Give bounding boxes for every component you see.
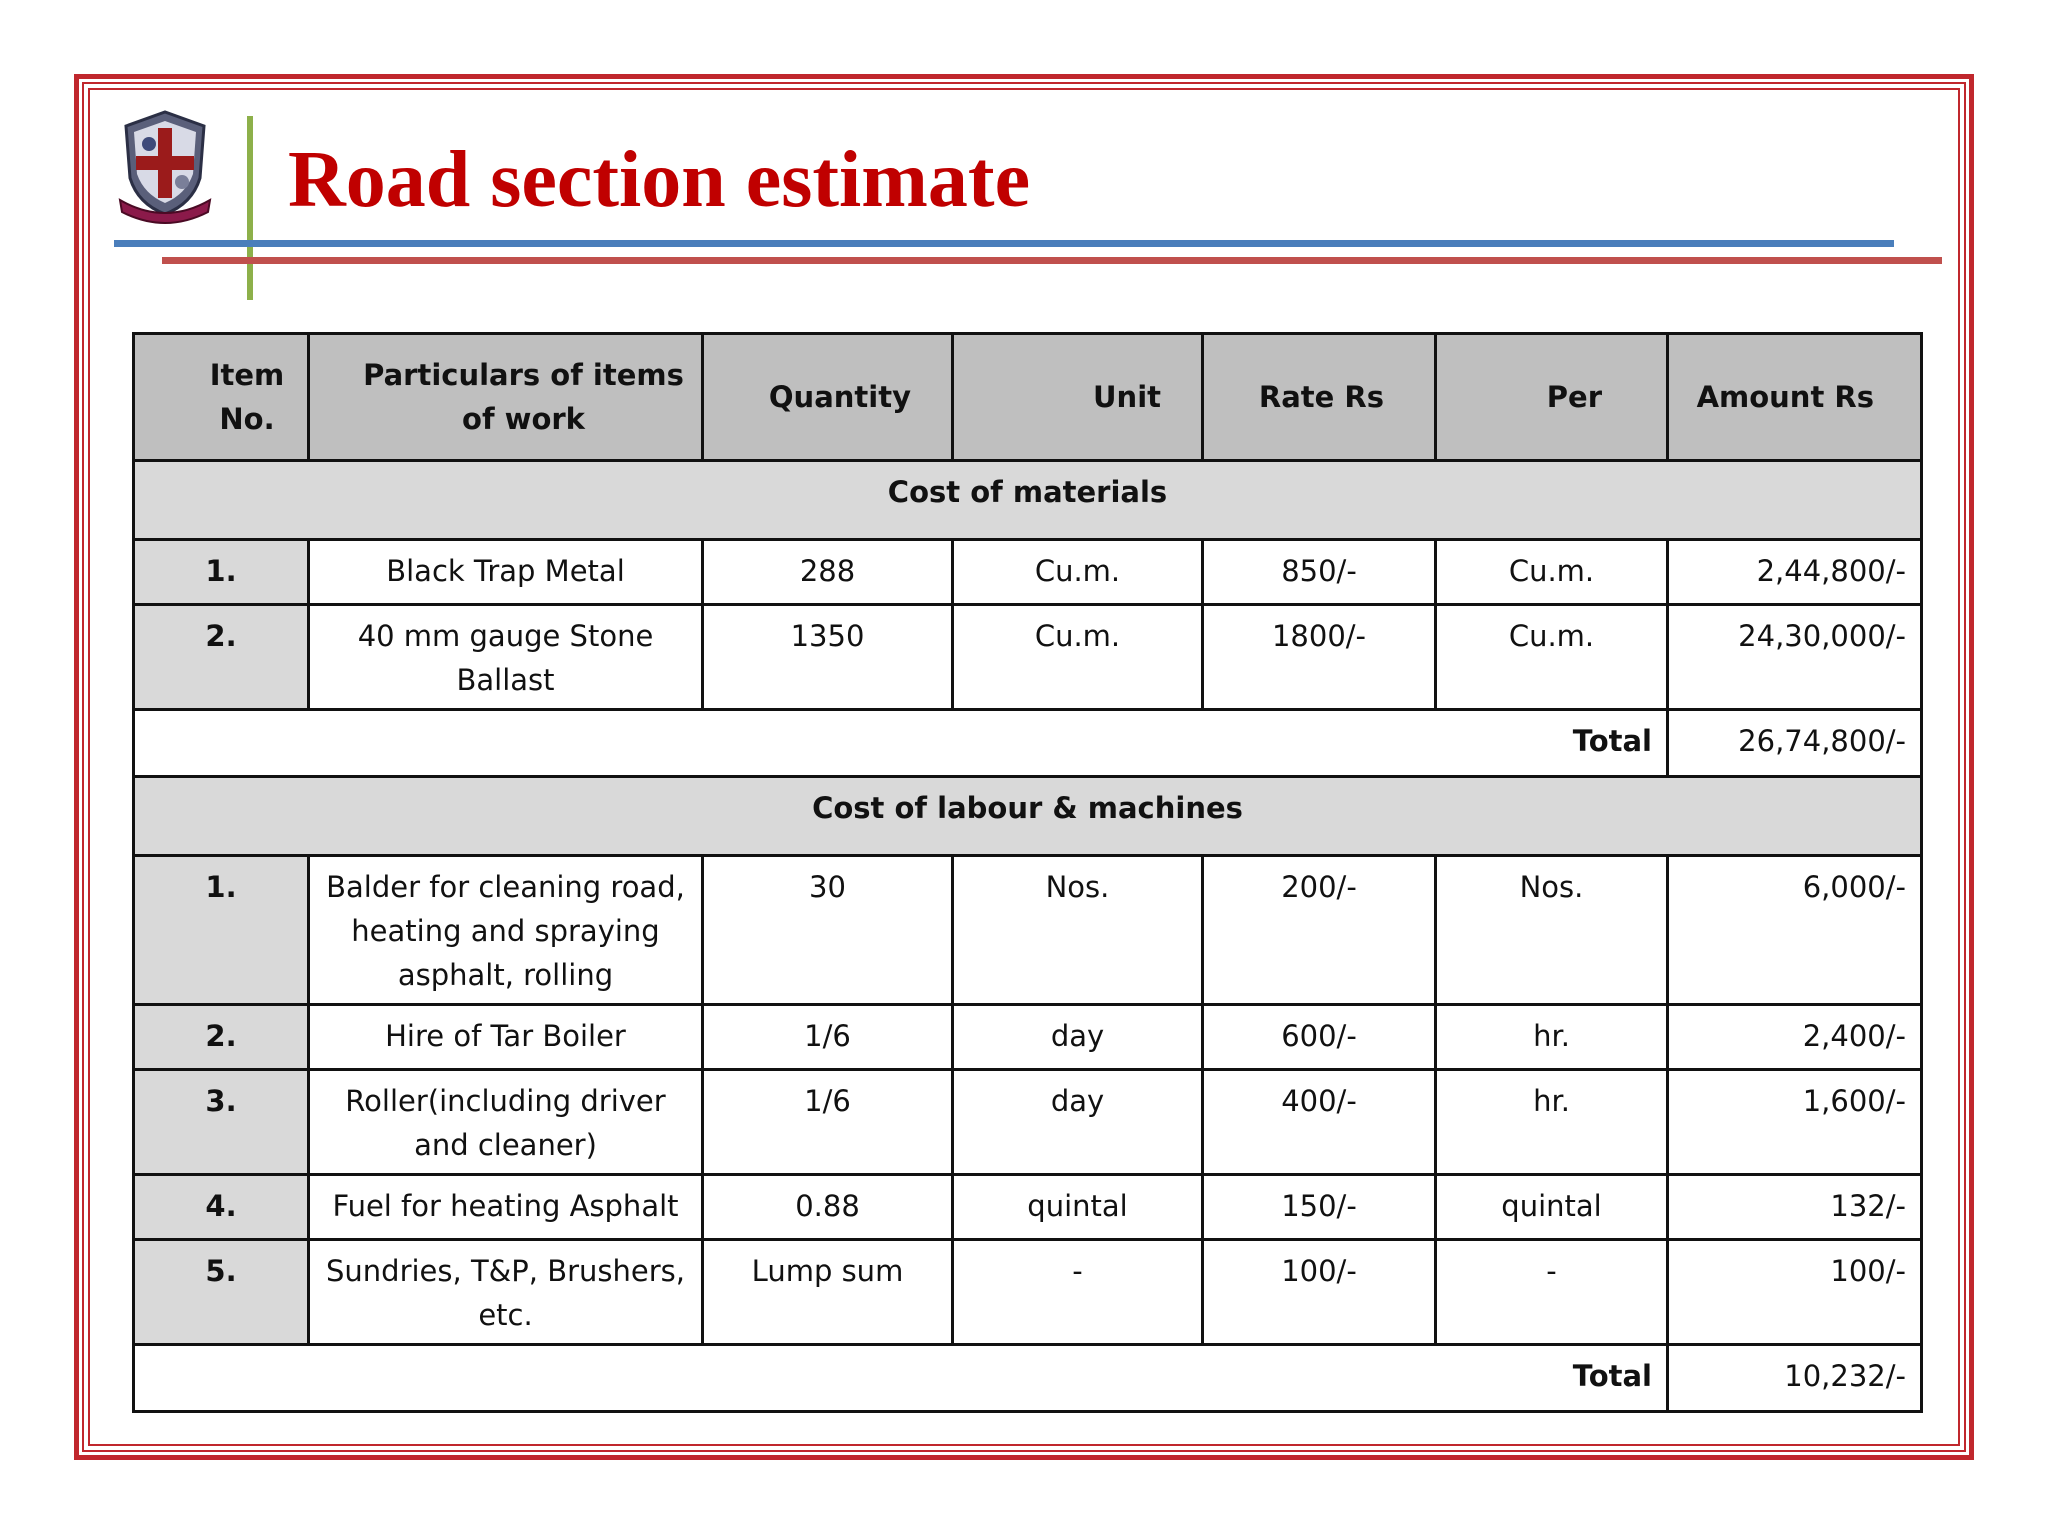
cell-per: Cu.m. [1436,605,1668,710]
table-row [134,1070,1922,1175]
cell-rate: 150/- [1203,1175,1436,1240]
cell-rate: 1800/- [1203,605,1436,710]
header-per: Per [1436,334,1668,461]
total-label: Total [134,1345,1668,1412]
cell-particulars: Balder for cleaning road, heating and spraying asphalt, rolling [309,856,703,1005]
estimate-table [132,332,1923,1413]
cell-rate: 100/- [1203,1240,1436,1345]
cell-item-no: 2. [134,605,309,710]
section-label-materials: Cost of materials [134,461,1922,540]
cell-item-no: 1. [134,856,309,1005]
title-rule-red [162,257,1942,264]
title-rule-blue [114,240,1894,247]
cell-item-no: 1. [134,540,309,605]
table-row [134,1175,1922,1240]
university-crest-icon [116,108,214,226]
cell-per: hr. [1436,1005,1668,1070]
cell-quantity: 30 [703,856,953,1005]
cell-unit: quintal [953,1175,1203,1240]
table-row [134,605,1922,710]
table-row [134,1240,1922,1345]
total-label: Total [134,710,1668,777]
cell-amount: 1,600/- [1668,1070,1922,1175]
header-rate: Rate Rs [1203,334,1436,461]
total-row-materials [134,710,1922,777]
total-amount: 10,232/- [1668,1345,1922,1412]
header-quantity: Quantity [703,334,953,461]
cell-rate: 600/- [1203,1005,1436,1070]
cell-per: Cu.m. [1436,540,1668,605]
cell-rate: 200/- [1203,856,1436,1005]
table-row [134,540,1922,605]
cell-per: quintal [1436,1175,1668,1240]
cell-rate: 850/- [1203,540,1436,605]
cell-per: hr. [1436,1070,1668,1175]
cell-item-no: 2. [134,1005,309,1070]
total-row-labour [134,1345,1922,1412]
cell-unit: day [953,1005,1203,1070]
cell-particulars: Fuel for heating Asphalt [309,1175,703,1240]
cell-item-no: 3. [134,1070,309,1175]
cell-quantity: 0.88 [703,1175,953,1240]
table-row [134,1005,1922,1070]
table-header-row [134,334,1922,461]
cell-unit: Nos. [953,856,1203,1005]
cell-rate: 400/- [1203,1070,1436,1175]
section-label-labour: Cost of labour & machines [134,777,1922,856]
header-item-no: Item No. [134,334,309,461]
cell-particulars: Black Trap Metal [309,540,703,605]
header-amount: Amount Rs [1668,334,1922,461]
cell-item-no: 4. [134,1175,309,1240]
section-row-labour [134,777,1922,856]
total-amount: 26,74,800/- [1668,710,1922,777]
cell-unit: day [953,1070,1203,1175]
cell-per: - [1436,1240,1668,1345]
cell-amount: 132/- [1668,1175,1922,1240]
cell-amount: 100/- [1668,1240,1922,1345]
cell-per: Nos. [1436,856,1668,1005]
table-row [134,856,1922,1005]
cell-quantity: 1/6 [703,1070,953,1175]
cell-quantity: Lump sum [703,1240,953,1345]
cell-quantity: 1350 [703,605,953,710]
cell-particulars: Hire of Tar Boiler [309,1005,703,1070]
cell-item-no: 5. [134,1240,309,1345]
cell-amount: 6,000/- [1668,856,1922,1005]
cell-unit: Cu.m. [953,605,1203,710]
page-title: Road section estimate [288,136,1031,224]
cell-quantity: 288 [703,540,953,605]
cell-amount: 24,30,000/- [1668,605,1922,710]
cell-amount: 2,44,800/- [1668,540,1922,605]
cell-amount: 2,400/- [1668,1005,1922,1070]
cell-particulars: 40 mm gauge Stone Ballast [309,605,703,710]
header-unit: Unit [953,334,1203,461]
section-row-materials [134,461,1922,540]
title-accent-bar-green [247,116,253,300]
cell-particulars: Roller(including driver and cleaner) [309,1070,703,1175]
cell-unit: Cu.m. [953,540,1203,605]
cell-particulars: Sundries, T&P, Brushers, etc. [309,1240,703,1345]
cell-quantity: 1/6 [703,1005,953,1070]
cell-unit: - [953,1240,1203,1345]
header-particulars: Particulars of items of work [309,334,703,461]
